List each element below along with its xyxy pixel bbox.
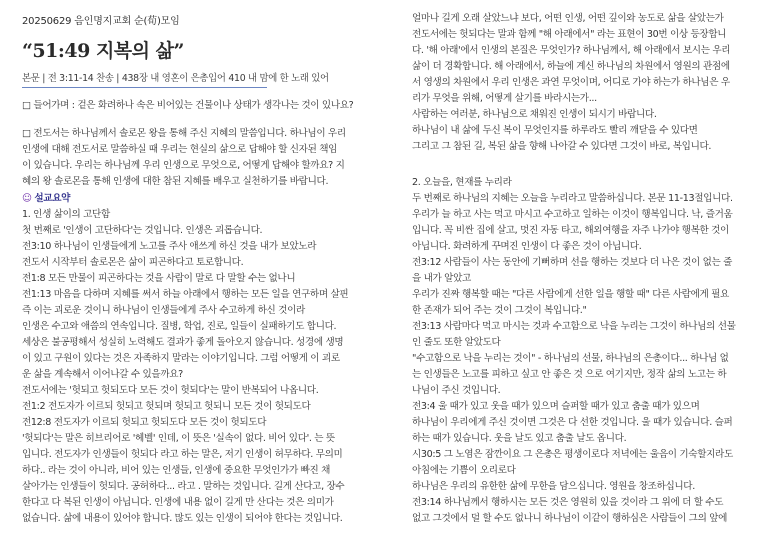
body-line: 전1:13 마음을 다하며 지혜를 써서 하늘 아래에서 행하는 모든 일을 연구하며 살핀 <box>22 289 349 300</box>
body-line: 한다고 다 복된 인생이 아닙니다. 인생에 내용 없이 길게 만 산다는 것은 의미가 <box>22 497 334 508</box>
body-line: 입니다. 꼭 비싼 집에 살고, 멋진 자동 타고, 해외여행을 자주 나가야 행복한 것이 <box>412 225 729 236</box>
body-line: 첫 번째로 '인생이 고단하다'는 것입니다. 인생은 괴롭습니다. <box>22 225 263 236</box>
section-heading <box>22 192 70 205</box>
body-line: 세상은 불공평해서 성실히 노력해도 결과가 좋게 돌아오지 않습니다. 성경에 생명 <box>22 337 344 348</box>
body-line: 서 영생의 차원에서 우리 인생은 과연 무엇이며, 어디로 가야 하는가 하나님은 우 <box>412 77 730 88</box>
body-line: 우리가 늘 하고 사는 먹고 마시고 수고하고 일하는 이것이 행복입니다. 낙, 즐거움 <box>412 209 733 220</box>
body-line: 하다.. 라는 것이 아니라, 비어 있는 인생들, 인생에 중요한 무엇인가가 빠진 채 <box>22 465 331 476</box>
body-line: 즉 이는 괴로운 것이니 하나님이 인생들에게 주사 수고하게 하신 것이라 <box>22 305 305 316</box>
body-line: 얼마나 길게 오래 살았느냐 보다, 어떤 인생, 어떤 깊이와 농도로 삶을 살았는가 <box>412 13 724 24</box>
body-line: 전도서에는 헛되다는 말과 함께 "해 아래에서" 라는 표현이 30번 이상 등장합니 <box>412 29 727 40</box>
body-line: 살아가는 인생들이 헛되다. 공허하다... 라고 . 말하는 것입니다. 길게 산다고, 장수 <box>22 481 345 492</box>
body-line: 전1:2 전도자가 이르되 헛되고 헛되며 헛되고 헛되니 모든 것이 헛되도다 <box>22 401 311 412</box>
body-line: '헛되다'는 말은 히브리어로 '헤벨' 인데, 이 뜻은 '실속이 없다. 비어 있다'. 는 뜻 <box>22 433 335 444</box>
body-line: 두 번째로 하나님의 지혜는 오늘을 누리라고 말씀하십니다. 본문 11-13절입니다. <box>412 193 733 204</box>
body-line: 우리가 진짜 행복할 때는 "다른 사람에게 선한 일을 행할 때" 다른 사람에게 필요 <box>412 289 729 300</box>
body-line: 입니다. 전도자가 인생들이 헛되다 라고 하는 말은, 저기 인생이 허무하다. 무의미 <box>22 449 343 460</box>
body-line: 인생은 수고와 애씀의 연속입니다. 질병, 학업, 진로, 일들이 실패하기도 합니다. <box>22 321 337 332</box>
body-line: 전3:14 하나님께서 행하시는 모든 것은 영원히 있을 것이라 그 위에 더 할 수도 <box>412 497 724 508</box>
body-line: 시30:5 그 노염은 잠깐이요 그 은총은 평생이로다 저녁에는 울음이 기숙할지라도 <box>412 449 733 460</box>
body-line: 사람하는 여러분, 하나님으로 채워진 인생이 되시기 바랍니다. <box>412 109 657 120</box>
section-title: 설교요약 <box>34 193 71 204</box>
section-heading: 2. 오늘을, 현재를 누리라 <box>412 177 512 188</box>
body-line: 나님이 주신 것입니다. <box>412 385 501 396</box>
body-line: 그리고 그 참된 길, 복된 삶을 향해 나아갈 수 있다면 그것이 바로, 복입니다. <box>412 141 712 152</box>
smile-icon: ☺ <box>22 193 32 204</box>
body-line: 는 인생들은 노고를 피하고 싶고 안 좋은 것 으로 여기지만, 정작 삶의 노고는 하 <box>412 369 727 380</box>
document-header: 20250629 음인명지교회 순(荀)모임 <box>22 16 180 27</box>
body-line: 전3:12 사람들이 사는 동안에 기뻐하며 선을 행하는 것보다 더 나은 것이 없는 줄 <box>412 257 733 268</box>
body-line: 아닙니다. 화려하게 꾸며진 인생이 다 좋은 것이 아닙니다. <box>412 241 642 252</box>
body-line: 인 줄도 또한 알았도다 <box>412 337 501 348</box>
body-line: 전3:13 사람마다 먹고 마시는 것과 수고함으로 낙을 누리는 그것이 하나님의 선물 <box>412 321 736 332</box>
body-line: 하나님은 우리의 유한한 삶에 무한을 담으십니다. 영원을 창조하십니다. <box>412 481 695 492</box>
body-line: 을 내가 알았고 <box>412 273 471 284</box>
body-line: 하나님이 내 삶에 두신 복이 무엇인지를 하루라도 빨리 깨닫을 수 있다면 <box>412 125 698 136</box>
body-line: 전도서에는 '헛되고 헛되도다 모든 것이 헛되다'는 말이 반복되어 나옵니다. <box>22 385 319 396</box>
divider-line <box>22 87 267 88</box>
intro-paragraph-line: 혜의 왕 솔로몬을 통해 인생에 대한 참된 지혜를 배우고 실천하기를 바랍니다. <box>22 176 329 187</box>
body-line: 아침에는 기쁨이 오리로다 <box>412 465 516 476</box>
body-line: 삶이 더 경확합니다. 해 아래에서, 하늘에 계신 하나님의 차원에서 영원의 관점에 <box>412 61 730 72</box>
body-line: 이 있고 구원이 있다는 것은 자족하지 말라는 이야기입니다. 그럼 어떻게 이 괴로 <box>22 353 340 364</box>
body-line: 다. '해 아래'에서 인생의 본질은 무엇인가? 하나님께서, 해 아래에서 보시는 우리 <box>412 45 731 56</box>
intro-question: □ 들어가며 : 겉은 화려하나 속은 비어있는 건물이나 상태가 생각나는 것이 있나요? <box>22 100 354 111</box>
body-line: 전도서 시작부터 솔로몬은 삶이 피곤하다고 토로합니다. <box>22 257 244 268</box>
body-line: 전12:8 전도자가 이르되 헛되고 헛되도다 모든 것이 헛되도다 <box>22 417 267 428</box>
body-line: 전3:10 하나님이 인생들에게 노고를 주사 애쓰게 하신 것을 내가 보았노라 <box>22 241 317 252</box>
body-line: 하나님이 우리에게 주신 것이면 그것은 다 선한 것입니다. 울 때가 있습니다. 슬퍼 <box>412 417 733 428</box>
body-line: 전3:4 울 때가 있고 웃을 때가 있으며 슬퍼할 때가 있고 춤출 때가 있으며 <box>412 401 700 412</box>
body-line: 없습니다. 삶에 내용이 있어야 합니다. 많도 있는 인생이 되어야 한다는 것입니다. <box>22 513 343 524</box>
body-line: 운 삶을 계속해서 이어나갈 수 있을까요? <box>22 369 183 380</box>
body-line: 하는 때가 있습니다. 웃을 날도 있고 춤출 날도 옵니다. <box>412 433 627 444</box>
intro-paragraph-line: 인생에 대해 전도서로 말씀하실 때 우리는 현실의 삶으로 답해야 할 신자된 책임 <box>22 144 338 155</box>
intro-paragraph-line: 이 있습니다. 우리는 하나님께 우리 인생으로 무엇으로, 어떻게 답해야 할까요? 지 <box>22 160 345 171</box>
intro-paragraph-line: □ 전도서는 하나님께서 솔로몬 왕을 통해 주신 지혜의 말씀입니다. 하나님이 우리 <box>22 128 346 139</box>
body-line: 1. 인생 삶이의 고단함 <box>22 209 110 220</box>
body-line: 없고 그것에서 덜 할 수도 없나니 하나님이 이같이 행하심은 사람들이 그의 앞에 <box>412 513 728 524</box>
body-line: 전1:8 모든 만물이 피곤하다는 것을 사람이 말로 다 말할 수는 없나니 <box>22 273 296 284</box>
sermon-title: “51:49 지복의 삶” <box>22 40 184 62</box>
sermon-meta: 본문 | 전 3:11-14 찬송 | 438장 내 영혼이 은총입어 410 내 맘에 한 노래 있어 <box>22 73 329 84</box>
body-line: 리가 무엇을 위해, 어떻게 살기를 바라시는가... <box>412 93 597 104</box>
body-line: 한 존재가 되어 주는 것이 그것이 복입니다." <box>412 305 587 316</box>
body-line: "수고함으로 낙을 누리는 것이" - 하나님의 선물, 하나님의 은총이다... 하나님 없 <box>412 353 729 364</box>
